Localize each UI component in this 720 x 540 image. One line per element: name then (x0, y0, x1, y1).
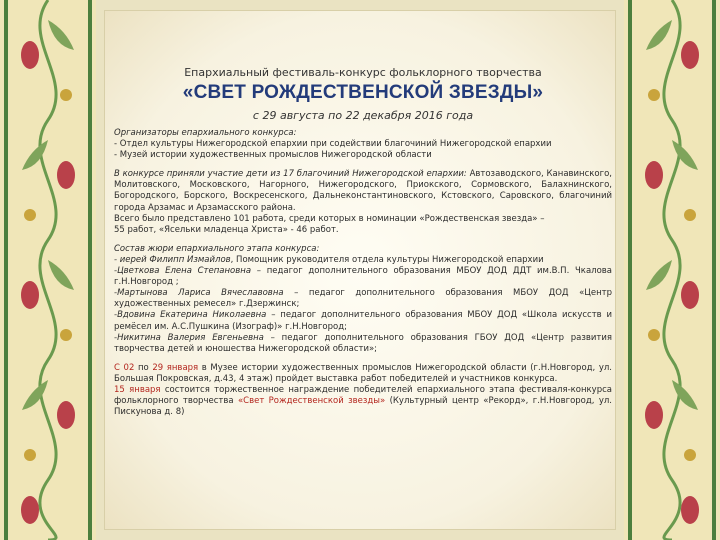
award-text (114, 385, 612, 418)
jury-block (114, 244, 612, 355)
jury-heading: Состав жюри епархиального этапа конкурса: (114, 243, 320, 254)
participation-intro: В конкурсе приняли участие дети из 17 благочиний Нижегородской епархии: (114, 169, 467, 180)
jury-member (114, 255, 612, 266)
organizer-item: - Отдел культуры Нижегородской епархии при содействии благочиний Нижегородской епархии (114, 139, 552, 150)
exhibition-block (114, 363, 612, 418)
jury-member-name: - иерей Филипп Измайлов (114, 254, 231, 265)
jury-member-desc: , Помощник руководителя отдела культуры Нижегородской епархии (230, 254, 544, 265)
jury-member-name: -Вдовина Екатерина Николаевна (114, 310, 267, 321)
festival-dates: с 29 августа по 22 декабря 2016 года (252, 109, 474, 122)
organizers-heading: Организаторы епархиального конкурса: (114, 128, 297, 138)
exhibition-date-from: С 02 (114, 362, 135, 373)
participation-districts: Автозаводского, Канавинского, Молитовского, Московского, Нагорного, Нижегородского, Приокского, Сормовского, Балахнинского, Богородского, Борского, Воскресенского, Дальнеконстантиновского, Кстовского, Саровского, благочиний города Арзамас и Арзамасского района. (114, 169, 612, 213)
ornament-left-image (0, 0, 96, 540)
works-split: 55 работ, «Ясельки младенца Христа» - 46 работ. (114, 224, 339, 235)
participation-text (114, 169, 612, 213)
jury-member-desc: – педагог дополнительного образования МБОУ ДОД ДДТ им.В.П. Чкалова г.Н.Новгород ; (114, 266, 613, 288)
ornament-right-image (624, 0, 720, 540)
left-ornament-border (0, 0, 96, 540)
jury-member-desc: – педагог дополнительного образования ГБОУ ДОД «Центр развития творчества детей и юношества Нижегородской области»; (114, 332, 613, 354)
award-description: состоится торжественное награждение победителей епархиального этапа фестиваля-конкурса фольклорного творчества (114, 384, 612, 407)
award-title: «Свет Рождественской звезды» (237, 396, 386, 407)
jury-member-desc: – педагог дополнительного образования МБОУ ДОД «Школа искусств и ремёсел им. А.С.Пушкина (Изограф)» г.Н.Новгород; (114, 310, 612, 332)
participation-block (114, 169, 612, 236)
jury-member (114, 333, 612, 355)
festival-line: Епархиальный фестиваль-конкурс фольклорного творчества (184, 66, 542, 79)
jury-member (114, 266, 612, 288)
content (114, 66, 612, 426)
works-total: Всего было представлено 101 работа, среди которых в номинации «Рождественская звезда» – (114, 213, 545, 224)
organizer-item: - Музей истории художественных промыслов Нижегородской области (114, 150, 432, 161)
right-ornament-border (624, 0, 720, 540)
award-date: 15 января (114, 384, 161, 395)
exhibition-text (114, 363, 612, 385)
jury-member-name: -Мартынова Лариса Вячеславовна (114, 288, 284, 299)
exhibition-text1: по (134, 362, 153, 373)
award-place: (Культурный центр «Рекорд», г.Н.Новгород, ул. Пискунова д. 8) (114, 396, 613, 418)
jury-member-name: -Цветкова Елена Степановна (114, 266, 252, 277)
jury-member (114, 288, 612, 310)
jury-member-name: -Никитина Валерия Евгеньевна (114, 332, 264, 343)
jury-member-desc: – педагог дополнительного образования МБОУ ДОД «Центр художественных ремесел» г.Дзержинск; (114, 288, 613, 310)
exhibition-text2: в Музее истории художественных промыслов Нижегородской области (г.Н.Новгород, ул. Большая Покровская, д.43, 4 этаж) пройдет выставка работ победителей и участников конкурса. (114, 362, 612, 384)
festival-title: «СВЕТ РОЖДЕСТВЕНСКОЙ ЗВЕЗДЫ» (182, 82, 544, 103)
exhibition-date-to: 29 января (152, 362, 199, 373)
organizers-block (114, 128, 612, 161)
jury-member (114, 310, 612, 332)
